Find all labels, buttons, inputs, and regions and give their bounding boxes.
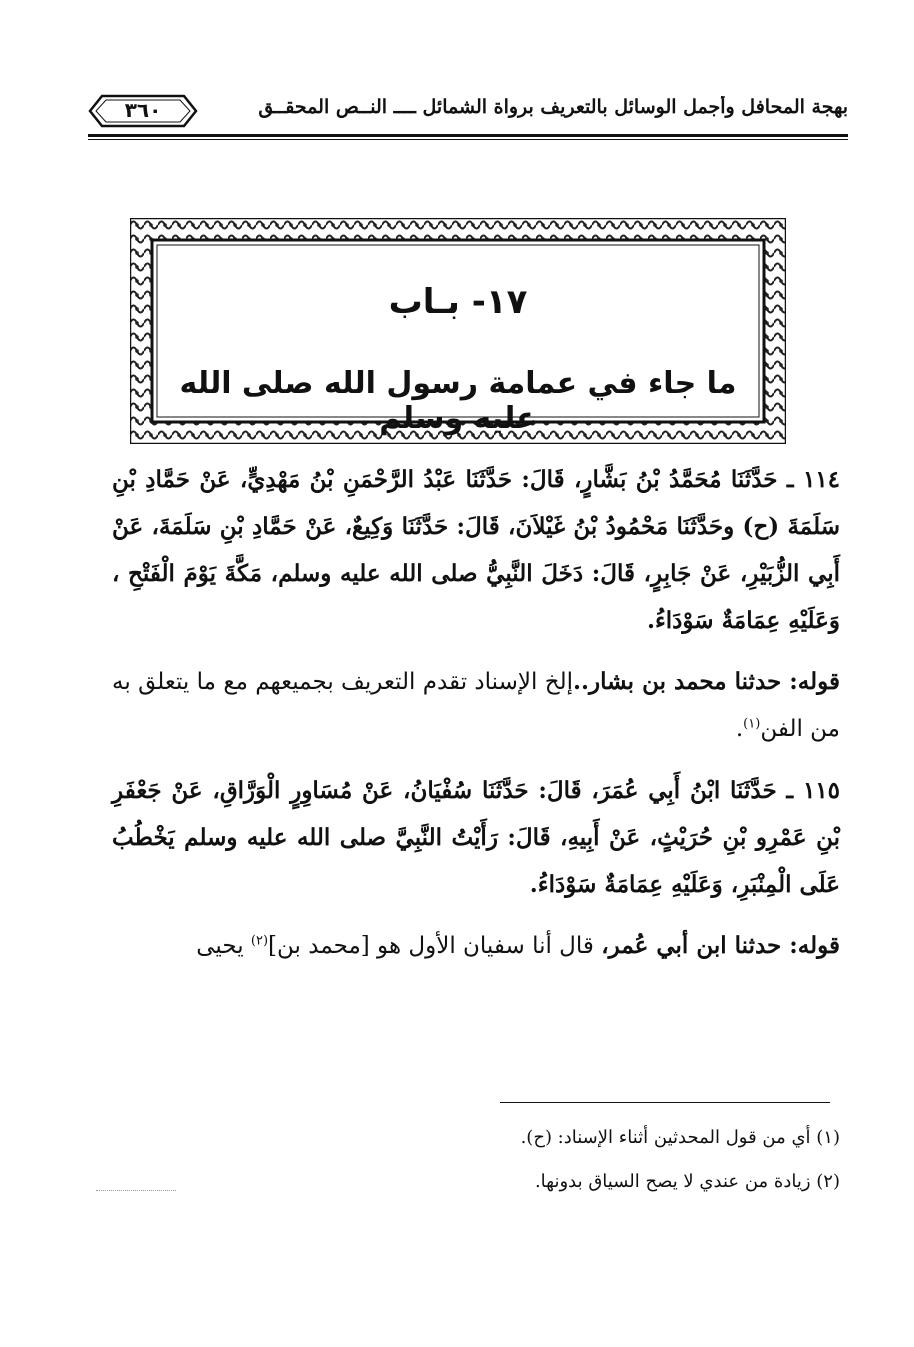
footnote-ref: (١) bbox=[743, 716, 761, 732]
running-title: بهجة المحافل وأجمل الوسائل بالتعريف برواة الشمائل ــــ النــص المحقــق bbox=[258, 96, 848, 118]
header-rule-thin bbox=[88, 139, 848, 140]
footnotes bbox=[112, 1116, 840, 1204]
footnote-1: (١) أي من قول المحدثين أثناء الإسناد: (ح). bbox=[520, 1127, 840, 1148]
chapter-title: ما جاء في عمامة رسول الله صلى الله عليه وسلم bbox=[179, 366, 737, 436]
commentary-text: إلخ الإسناد تقدم التعريف بجميعهم مع ما يتعلق به من الفن bbox=[112, 669, 840, 742]
page-number: ٣٦٠ bbox=[124, 98, 162, 122]
footnote-separator bbox=[500, 1102, 830, 1103]
footnote-2: (٢) زيادة من عندي لا يصح السياق بدونها. bbox=[534, 1171, 840, 1192]
header-rule bbox=[88, 134, 848, 137]
commentary-lead: قوله: حدثنا ابن أبي عُمر، bbox=[601, 932, 840, 959]
commentary-text: قال أنا سفيان الأول هو [محمد بن] bbox=[268, 933, 594, 959]
commentary-paragraph: قوله: حدثنا محمد بن بشار..إلخ الإسناد تقدم التعريف بجميعهم مع ما يتعلق به من الفن$^{(١)}$. bbox=[112, 668, 840, 742]
commentary-text-continued: يحيى bbox=[196, 933, 244, 959]
chapter-title-frame bbox=[130, 218, 786, 444]
commentary-lead: قوله: حدثنا محمد بن بشار.. bbox=[573, 668, 840, 695]
hadith-114: ١١٤ ـ حَدَّثَنَا مُحَمَّدُ بْنُ بَشَّارٍ، قَالَ: حَدَّثَنَا عَبْدُ الرَّحْمَنِ بْنُ مَهْدِيٍّ، عَنْ حَمَّادِ بْنِ سَلَمَةَ (ح) وحَدَّثَنَا مَحْمُودُ بْنُ غَيْلاَنَ، قَالَ: حَدَّثَنَا وَكِيعٌ، عَنْ حَمَّادِ بْنِ سَلَمَةَ، عَنْ أَبِي الزُّبَيْرِ، عَنْ جَابِرٍ، قَالَ: دَخَلَ النَّبِيُّ صلى الله عليه وسلم، مَكَّةَ يَوْمَ الْفَتْحِ ، وَعَلَيْهِ عِمَامَةٌ سَوْدَاءُ. bbox=[112, 466, 840, 634]
footnote-ref: (٢) bbox=[250, 933, 269, 949]
main-text bbox=[112, 456, 840, 984]
hadith-115: ١١٥ ـ حَدَّثَنَا ابْنُ أَبِي عُمَرَ، قَالَ: حَدَّثَنَا سُفْيَانُ، عَنْ مُسَاوِرٍ الْوَرَّاقِ، عَنْ جَعْفَرِ بْنِ عَمْرِو بْنِ حُرَيْثٍ، عَنْ أَبِيهِ، قَالَ: رَأَيْتُ النَّبِيَّ صلى الله عليه وسلم يَخْطُبُ عَلَى الْمِنْبَرِ، وَعَلَيْهِ عِمَامَةٌ سَوْدَاءُ. bbox=[112, 777, 840, 898]
chapter-heading: ١٧- بـاب bbox=[388, 282, 528, 322]
page-number-ornament bbox=[88, 94, 198, 128]
scan-specks bbox=[96, 1190, 176, 1193]
running-header bbox=[88, 88, 848, 140]
commentary-paragraph bbox=[112, 922, 840, 970]
